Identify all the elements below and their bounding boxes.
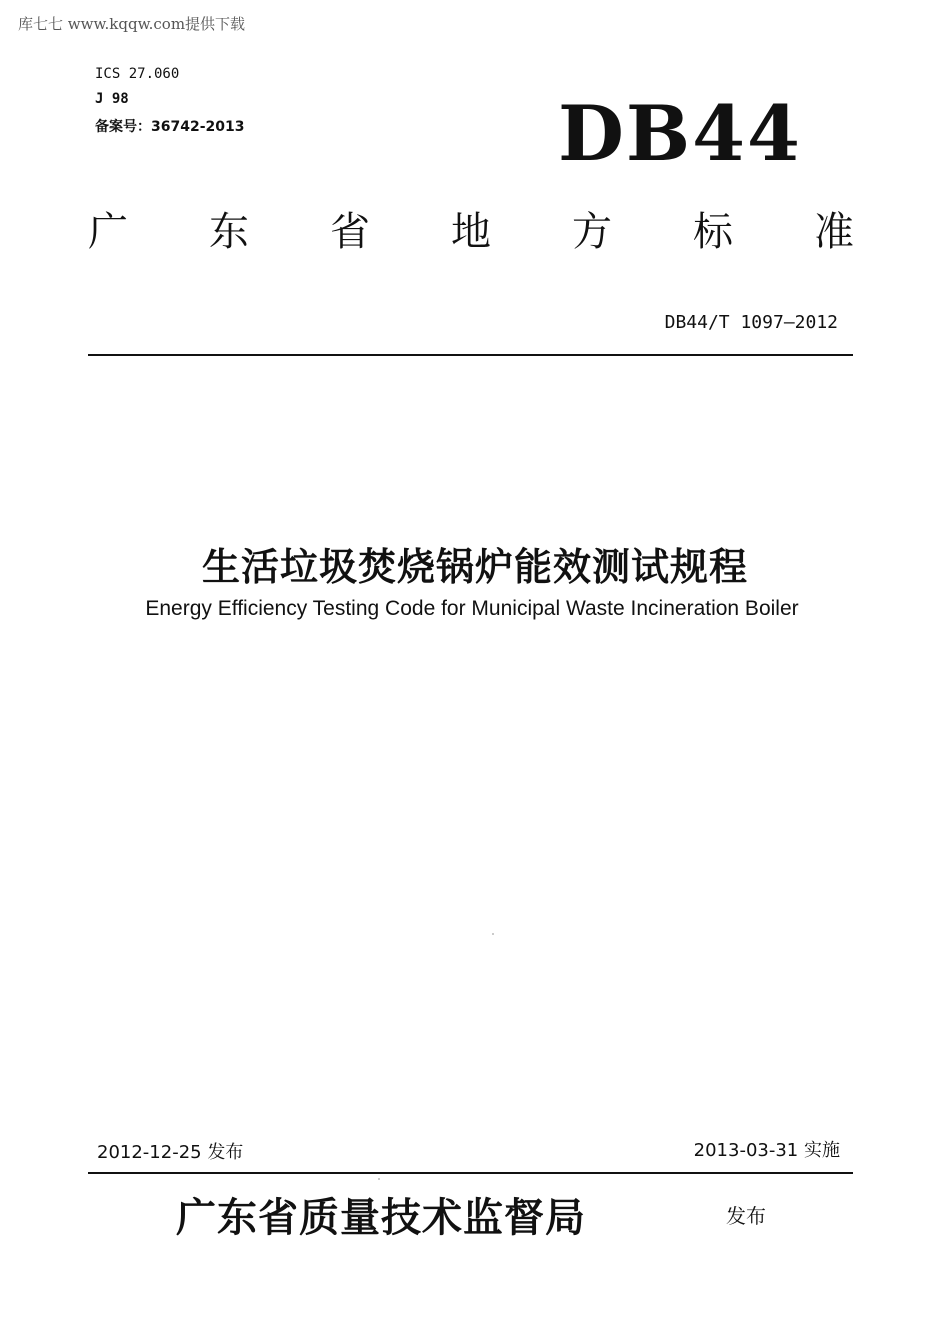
db-mark-logo: DB44 [558,89,802,178]
ics-code: ICS 27.060 [95,66,180,82]
standard-type-char: 方 [572,209,612,255]
top-divider [88,354,853,356]
scan-speck [378,1178,380,1180]
standard-type-heading [88,209,854,255]
classification-code: J 98 [95,91,129,107]
issue-date: 2012-12-25 发布 [97,1142,244,1163]
scan-speck [492,933,494,935]
standard-type-char: 东 [209,209,249,255]
standard-type-char: 标 [693,209,733,255]
implementation-date: 2013-03-31 实施 [693,1140,840,1161]
watermark-text: 库七七 www.kqqw.com提供下载 [18,15,246,33]
standard-type-char: 广 [88,209,128,255]
standard-number: DB44/T 1097—2012 [664,312,838,333]
standard-type-char: 省 [330,209,370,255]
document-title-en: Energy Efficiency Testing Code for Municipal Waste Incineration Boiler [145,597,799,620]
publisher-name: 广东省质量技术监督局 [176,1194,586,1241]
bottom-divider [88,1172,853,1174]
record-number: 备案号：36742-2013 [95,119,245,135]
publish-label: 发布 [726,1204,766,1228]
standard-type-char: 地 [451,209,491,255]
standard-type-char: 准 [814,209,854,255]
document-title-cn: 生活垃圾焚烧锅炉能效测试规程 [201,545,748,589]
